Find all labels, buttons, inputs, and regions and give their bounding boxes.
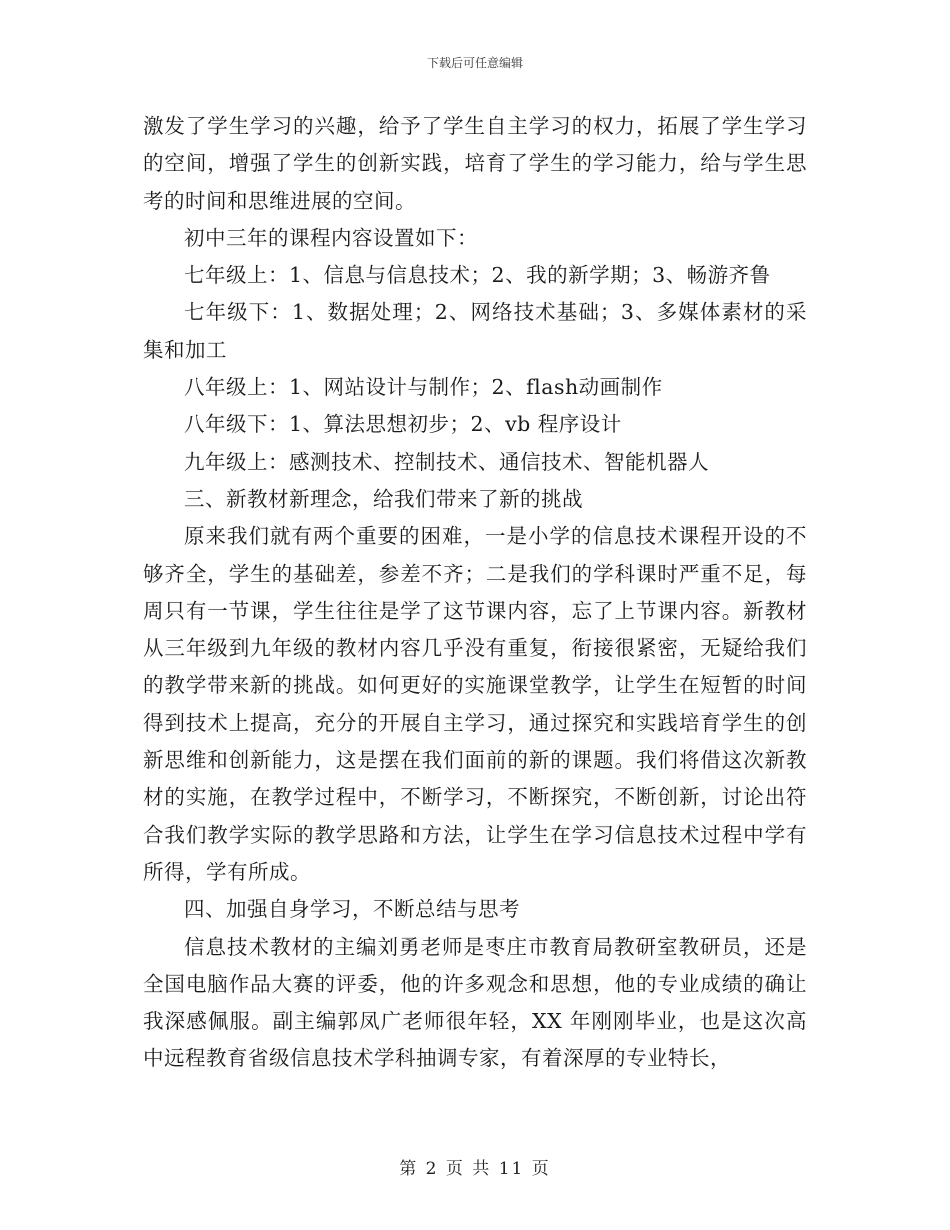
section-heading-4: 四、加强自身学习，不断总结与思考: [184, 897, 520, 922]
paragraph-6: 八年级下：1、算法思想初步；2、vb 程序设计: [184, 412, 622, 437]
paragraph-7: 九年级上：感测技术、控制技术、通信技术、智能机器人: [184, 449, 709, 474]
section-heading-3: 三、新教材新理念，给我们带来了新的挑战: [184, 486, 583, 511]
paragraph-11: 信息技术教材的主编刘勇老师是枣庄市教育局教研室教研员，还是全国电脑作品大赛的评委，他的许多观念和思想，他的专业成绩的确让我深感佩服。副主编郭凤广老师很年轻，XX 年刚刚毕业，也是这次高中远程教育省级信息技术学科抽调专家，有着深厚的专业特长，: [143, 934, 807, 1071]
page-footer: 第 2 页 共 11 页: [399, 1159, 551, 1179]
paragraph-5: 八年级上：1、网站设计与制作；2、flash动画制作: [184, 375, 663, 400]
paragraph-9: 原来我们就有两个重要的困难，一是小学的信息技术课程开设的不够齐全，学生的基础差，参差不齐；二是我们的学科课时严重不足，每周只有一节课，学生往往是学了这节课内容，忘了上节课内容。新教材从三年级到九年级的教材内容几乎没有重复，衔接很紧密，无疑给我们的教学带来新的挑战。如何更好的实施课堂教学，让学生在短暂的时间得到技术上提高，充分的开展自主学习，通过探究和实践培育学生的创新思维和创新能力，这是摆在我们面前的新的课题。我们将借这次新教材的实施，在教学过程中，不断学习，不断探究，不断创新，讨论出符合我们教学实际的教学思路和方法，让学生在学习信息技术过程中学有所得，学有所成。: [143, 524, 807, 884]
paragraph-1: 激发了学生学习的兴趣，给予了学生自主学习的权力，拓展了学生学习的空间，增强了学生的创新实践，培育了学生的学习能力，给与学生思考的时间和思维进展的空间。: [143, 114, 807, 213]
page-header: 下载后可任意编辑: [426, 56, 523, 70]
paragraph-4: 七年级下：1、数据处理；2、网络技术基础；3、多媒体素材的采集和加工: [143, 300, 807, 362]
document-body: [143, 108, 807, 1078]
paragraph-3: 七年级上：1、信息与信息技术；2、我的新学期；3、畅游齐鲁: [184, 263, 771, 288]
paragraph-2: 初中三年的课程内容设置如下：: [184, 225, 478, 250]
